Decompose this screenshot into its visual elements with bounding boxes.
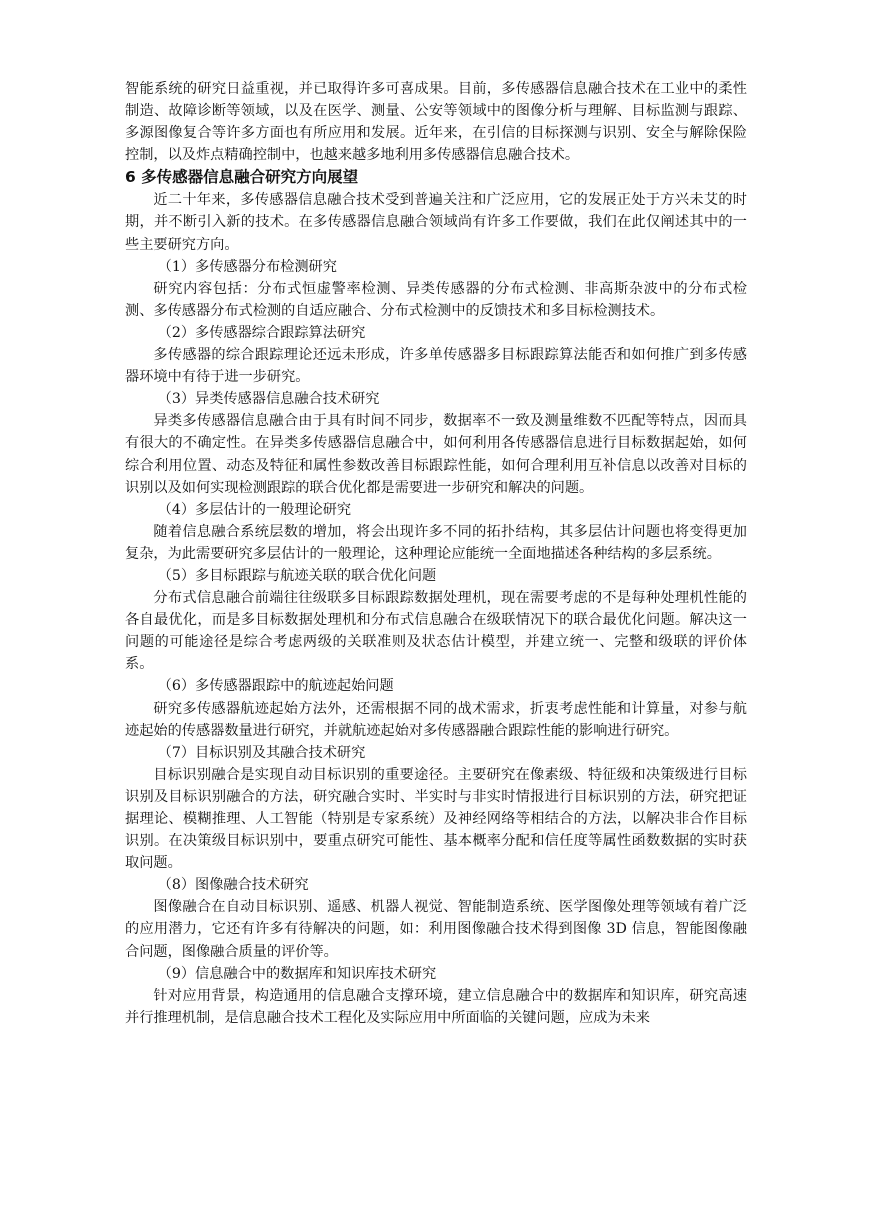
item-3-body: 异类多传感器信息融合由于具有时间不同步，数据率不一致及测量维数不匹配等特点，因而具有很大的不确定性。在异类多传感器信息融合中，如何利用各传感器信息进行目标数据起始，如何综合利用位置、动态及特征和属性参数改善目标跟踪性能，如何合理利用互补信息以改善对目标的识别以及如何实现检测跟踪的联合优化都是需要进一步研究和解决的问题。 xyxy=(125,413,747,496)
item-5-body: 分布式信息融合前端往往级联多目标跟踪数据处理机，现在需要考虑的不是每种处理机性能的各自最优化，而是多目标数据处理机和分布式信息融合在级联情况下的联合最优化问题。解决这一问题的可能途径是综合考虑两级的关联准则及状态估计模型，并建立统一、完整和级联的评价体系。 xyxy=(125,590,747,673)
section-lead-paragraph: 近二十年来，多传感器信息融合技术受到普遍关注和广泛应用，它的发展正处于方兴未艾的时期，并不断引入新的技术。在多传感器信息融合领域尚有许多工作要做，我们在此仅阐述其中的一些主要研究方向。 xyxy=(125,192,747,253)
item-3-heading: （3）异类传感器信息融合技术研究 xyxy=(157,391,380,408)
item-8-body: 图像融合在自动目标识别、遥感、机器人视觉、智能制造系统、医学图像处理等领域有着广泛的应用潜力，它还有许多有待解决的问题，如：利用图像融合技术得到图像 3D 信息，智能图像融合问题，图像融合质量的评价等。 xyxy=(125,899,747,960)
item-1-heading: （1）多传感器分布检测研究 xyxy=(157,258,337,275)
item-8-heading: （8）图像融合技术研究 xyxy=(157,877,309,894)
item-1-body: 研究内容包括：分布式恒虚警率检测、异类传感器的分布式检测、非高斯杂波中的分布式检测、多传感器分布式检测的自适应融合、分布式检测中的反馈技术和多目标检测技术。 xyxy=(125,280,747,319)
item-2-body: 多传感器的综合跟踪理论还远未形成，许多单传感器多目标跟踪算法能否和如何推广到多传感器环境中有待于进一步研究。 xyxy=(125,347,747,386)
item-9-heading: （9）信息融合中的数据库和知识库技术研究 xyxy=(157,965,437,982)
item-4-body: 随着信息融合系统层数的增加，将会出现许多不同的拓扑结构，其多层估计问题也将变得更加复杂，为此需要研究多层估计的一般理论，这种理论应能统一全面地描述各种结构的多层系统。 xyxy=(125,523,747,562)
intro-paragraph: 智能系统的研究日益重视，并已取得许多可喜成果。目前，多传感器信息融合技术在工业中的柔性制造、故障诊断等领域，以及在医学、测量、公安等领域中的图像分析与理解、目标监测与跟踪、多源图像复合等许多方面也有所应用和发展。近年来，在引信的目标探测与识别、安全与解除保险控制，以及炸点精确控制中，也越来越多地利用多传感器信息融合技术。 xyxy=(125,81,747,164)
item-6-body: 研究多传感器航迹起始方法外，还需根据不同的战术需求，折衷考虑性能和计算量，对参与航迹起始的传感器数量进行研究，并就航迹起始对多传感器融合跟踪性能的影响进行研究。 xyxy=(125,700,747,739)
item-9-body: 针对应用背景，构造通用的信息融合支撑环境，建立信息融合中的数据库和知识库，研究高速并行推理机制，是信息融合技术工程化及实际应用中所面临的关键问题，应成为未来 xyxy=(125,987,747,1026)
item-5-heading: （5）多目标跟踪与航迹关联的联合优化问题 xyxy=(157,567,437,584)
item-4-heading: （4）多层估计的一般理论研究 xyxy=(157,501,352,518)
item-7-body: 目标识别融合是实现自动目标识别的重要途径。主要研究在像素级、特征级和决策级进行目标识别及目标识别融合的方法，研究融合实时、半实时与非实时情报进行目标识别的方法，研究把证据理论、模糊推理、人工智能（特别是专家系统）及神经网络等相结合的方法，以解决非合作目标识别。在决策级目标识别中，要重点研究可能性、基本概率分配和信任度等属性函数数据的实时获取问题。 xyxy=(125,766,747,872)
item-2-heading: （2）多传感器综合跟踪算法研究 xyxy=(157,324,366,341)
item-6-heading: （6）多传感器跟踪中的航迹起始问题 xyxy=(157,678,394,695)
item-7-heading: （7）目标识别及其融合技术研究 xyxy=(157,744,366,761)
section-heading: 6 多传感器信息融合研究方向展望 xyxy=(125,168,359,187)
